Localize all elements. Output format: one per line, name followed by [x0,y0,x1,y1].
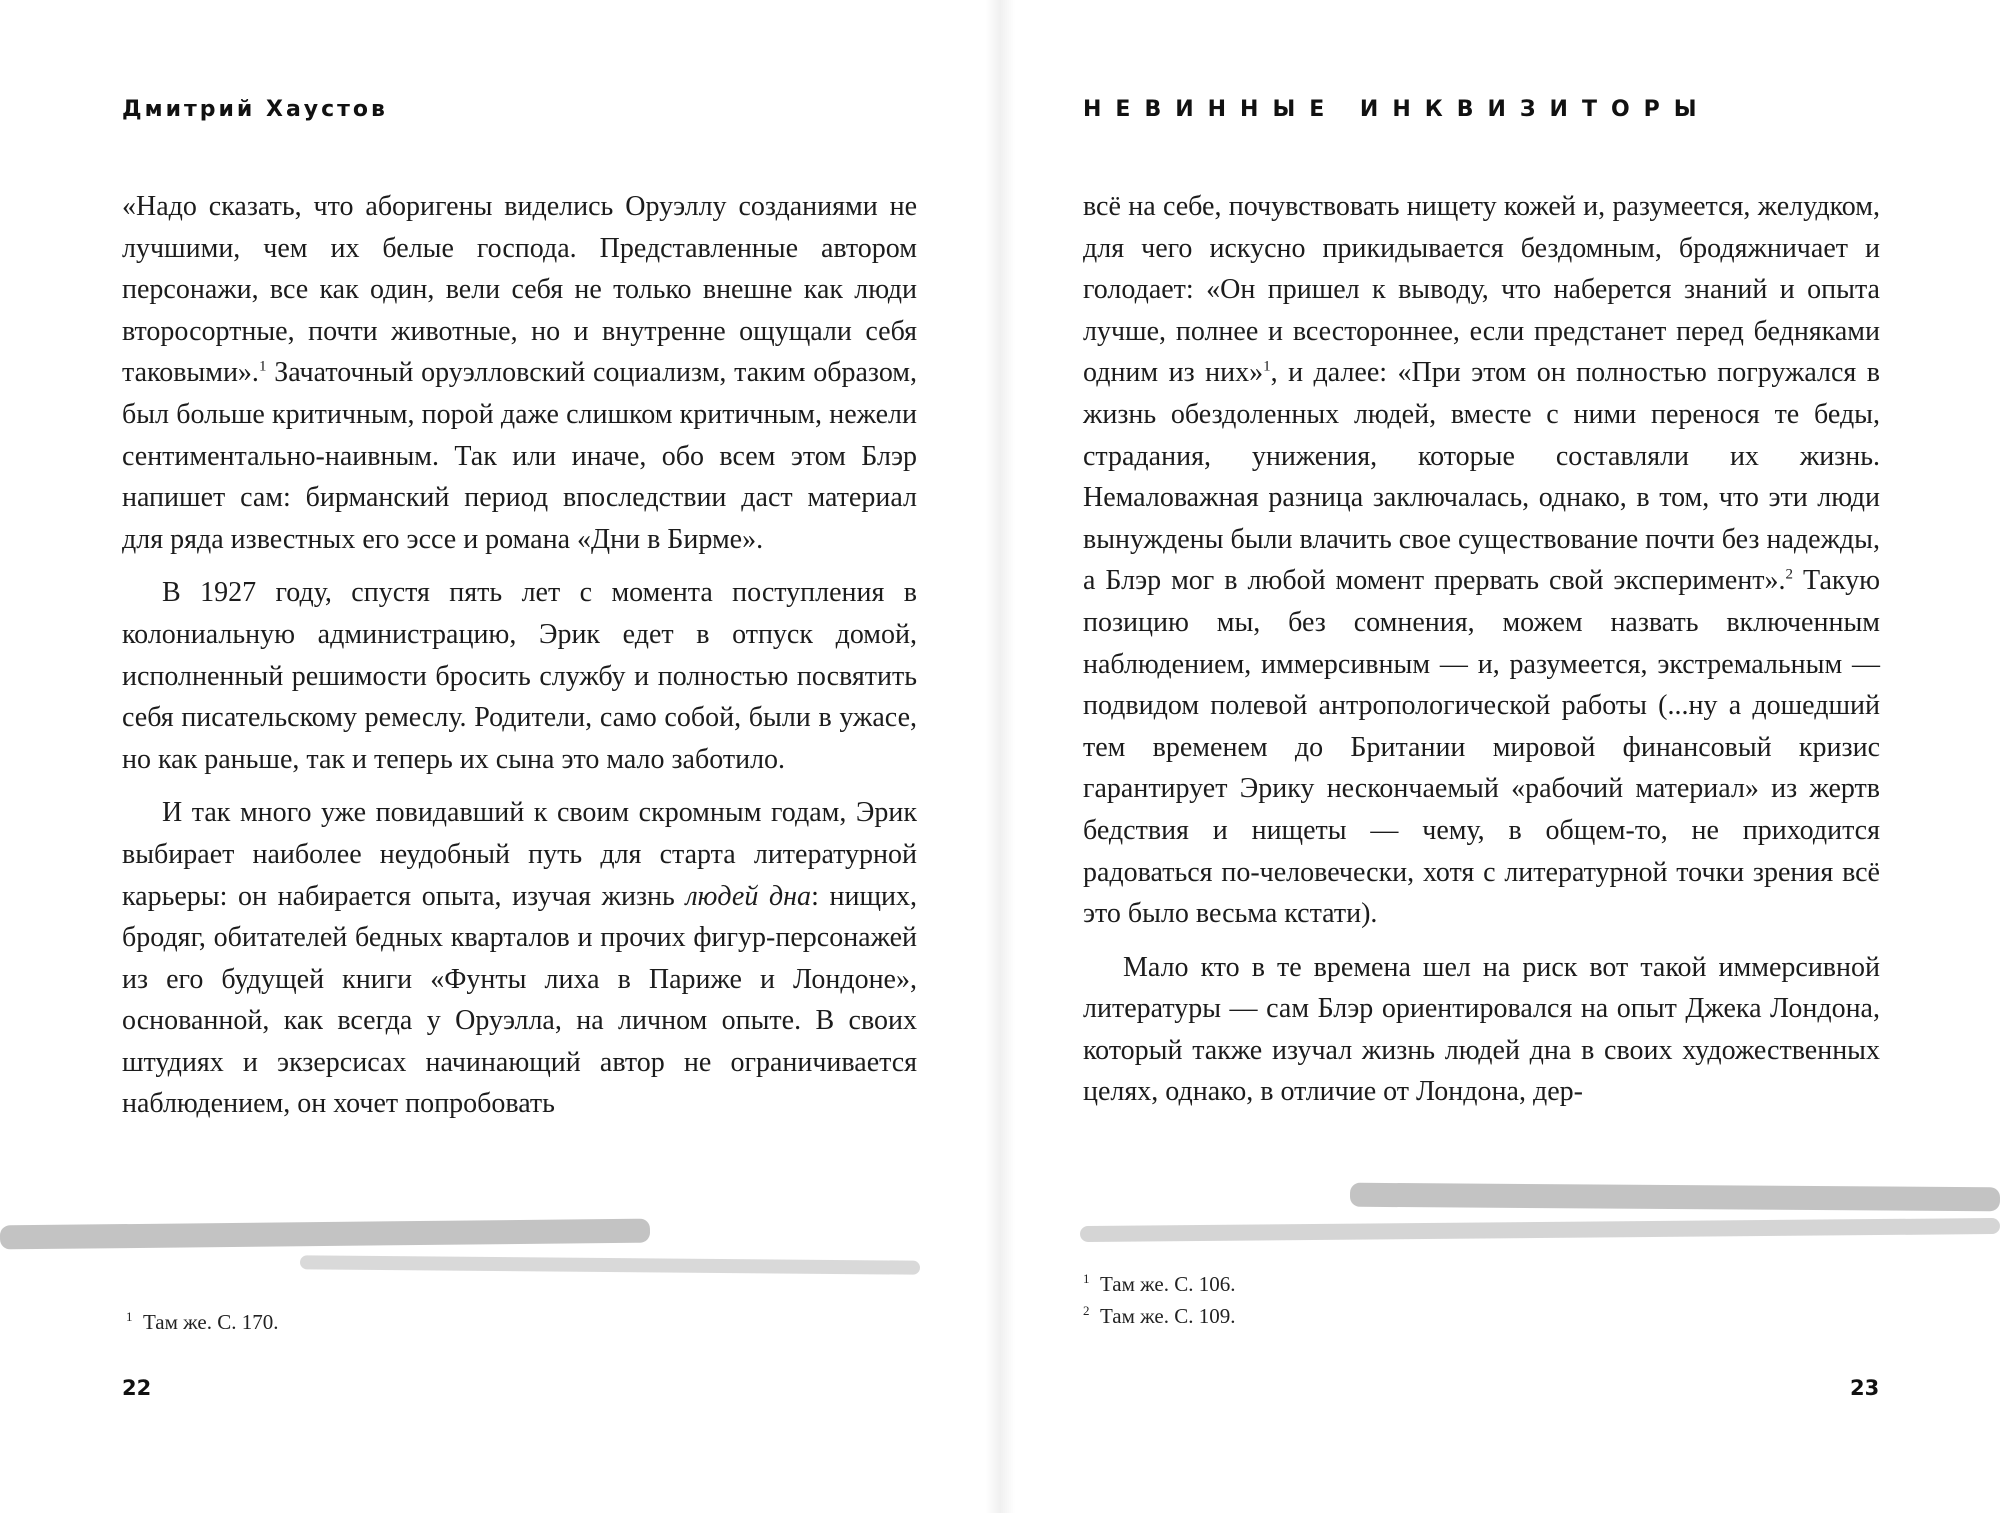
quote-text: «Надо сказать, что аборигены виделись Оруэллу созданиями не лучшими, чем их белые господа. Представленные автором персонажи, все как один, вели себя не только внешне как люди второсортные, почти животные, но и внутренне ощущали себя таковыми». [122,191,917,389]
footnote-text: Там же. С. 106. [1100,1272,1236,1296]
paragraph-text: , и далее: «При этом он полностью погружался в жизнь обездоленных людей, вместе с ними перенося те беды, страдания, унижения, которые составляли их жизнь. Немаловажная разница заключалась, однако, в том, что эти люди вынуждены были влачить свое существование почти без надежды, а Блэр мог в любой момент прервать свой эксперимент». [1083,357,1880,597]
paragraph-text: Зачаточный оруэлловский социализм, таким образом, был больше критичным, порой даже слишком критичным, нежели сентиментально-наивным. Так или иначе, обо всем этом Блэр напишет сам: бирманский период впоследствии даст материал для ряда известных его эссе и романа «Дни в Бирме». [122,357,918,555]
paragraph: В 1927 году, спустя пять лет с момента поступления в колониальную администрацию, Эрик едет в отпуск домой, исполненный решимости бросить службу и полностью посвятить себя писательскому ремеслу. Родители, само собой, были в ужасе, но как раньше, так и теперь их сына это мало заботило. [122,577,917,775]
footnote-number: 2 [1083,1303,1090,1318]
page-number: 22 [122,1376,152,1400]
decorative-brush-stroke [1350,1183,2000,1212]
paragraph-text: И так много уже повидавший к своим скромным годам, Эрик выбирает наиболее неудобный путь для старта литературной карьеры: он набирается опыта, изучая жизнь [122,797,917,912]
footnote-text: Там же. С. 109. [1100,1304,1236,1328]
footnote-marker: 1 [1263,359,1271,376]
paragraph [1083,186,1880,935]
footnotes [1083,1268,1235,1332]
right-page [1000,0,2000,1513]
footnotes [126,1306,278,1338]
footnote [1083,1268,1235,1300]
footnote-number: 1 [126,1309,133,1324]
footnote-number: 1 [1083,1271,1090,1286]
paragraph-text: всё на себе, почувствовать нищету кожей и, разумеется, желудком, для чего искусно прикидывается бездомным, бродяжничает и голодает: «Он пришел к выводу, что наберется знаний и опыта лучше, полнее и всестороннее, если предстанет перед бедняками одним из них» [1083,191,1880,389]
footnote-marker: 1 [258,359,267,376]
paragraph: Мало кто в те времена шел на риск вот такой иммерсивной литературы — сам Блэр ориентировался на опыт Джека Лондона, который также изучал жизнь людей дна в своих художественных целях, однако, в отличие от Лондона, дер- [1083,951,1880,1108]
page-number: 23 [1850,1376,1880,1400]
right-body-text [1083,186,1880,1113]
paragraph [122,186,917,560]
decorative-brush-stroke [0,1219,650,1250]
footnote [126,1306,278,1338]
left-body-text [122,186,917,1125]
paragraph-text: : нищих, бродяг, обитателей бедных кварталов и прочих фигур-персонажей из его будущей книги «Фунты лиха в Париже и Лондоне», основанной, как всегда у Оруэлла, на личном опыте. В своих штудиях и экзерсисах начинающий автор не ограничивается наблюдением, он хочет попробовать [122,880,918,1120]
footnote [1083,1300,1235,1332]
paragraph-text: Такую позицию мы, без сомнения, можем назвать включенным наблюдением, иммерсивным — и, разумеется, экстремальным — подвидом полевой антропологической работы (...ну а дошедший тем временем до Британии мировой финансовый кризис гарантирует Эрику нескончаемый «рабочий материал» из жертв бедствия и нищеты — чему, в общем-то, не приходится радоваться по-человечески, хотя с литературной точки зрения всё это было весьма кстати). [1083,565,1880,930]
decorative-brush-stroke [300,1255,920,1274]
decorative-brush-stroke [1080,1218,2000,1242]
italic-term: людей дна [685,880,812,912]
paragraph [122,792,917,1125]
footnote-marker: 2 [1785,567,1794,584]
running-header-author: Дмитрий Хаустов [122,97,388,122]
footnote-text: Там же. С. 170. [143,1310,279,1334]
running-header-title: НЕВИННЫЕ ИНКВИЗИТОРЫ [1083,97,1711,122]
